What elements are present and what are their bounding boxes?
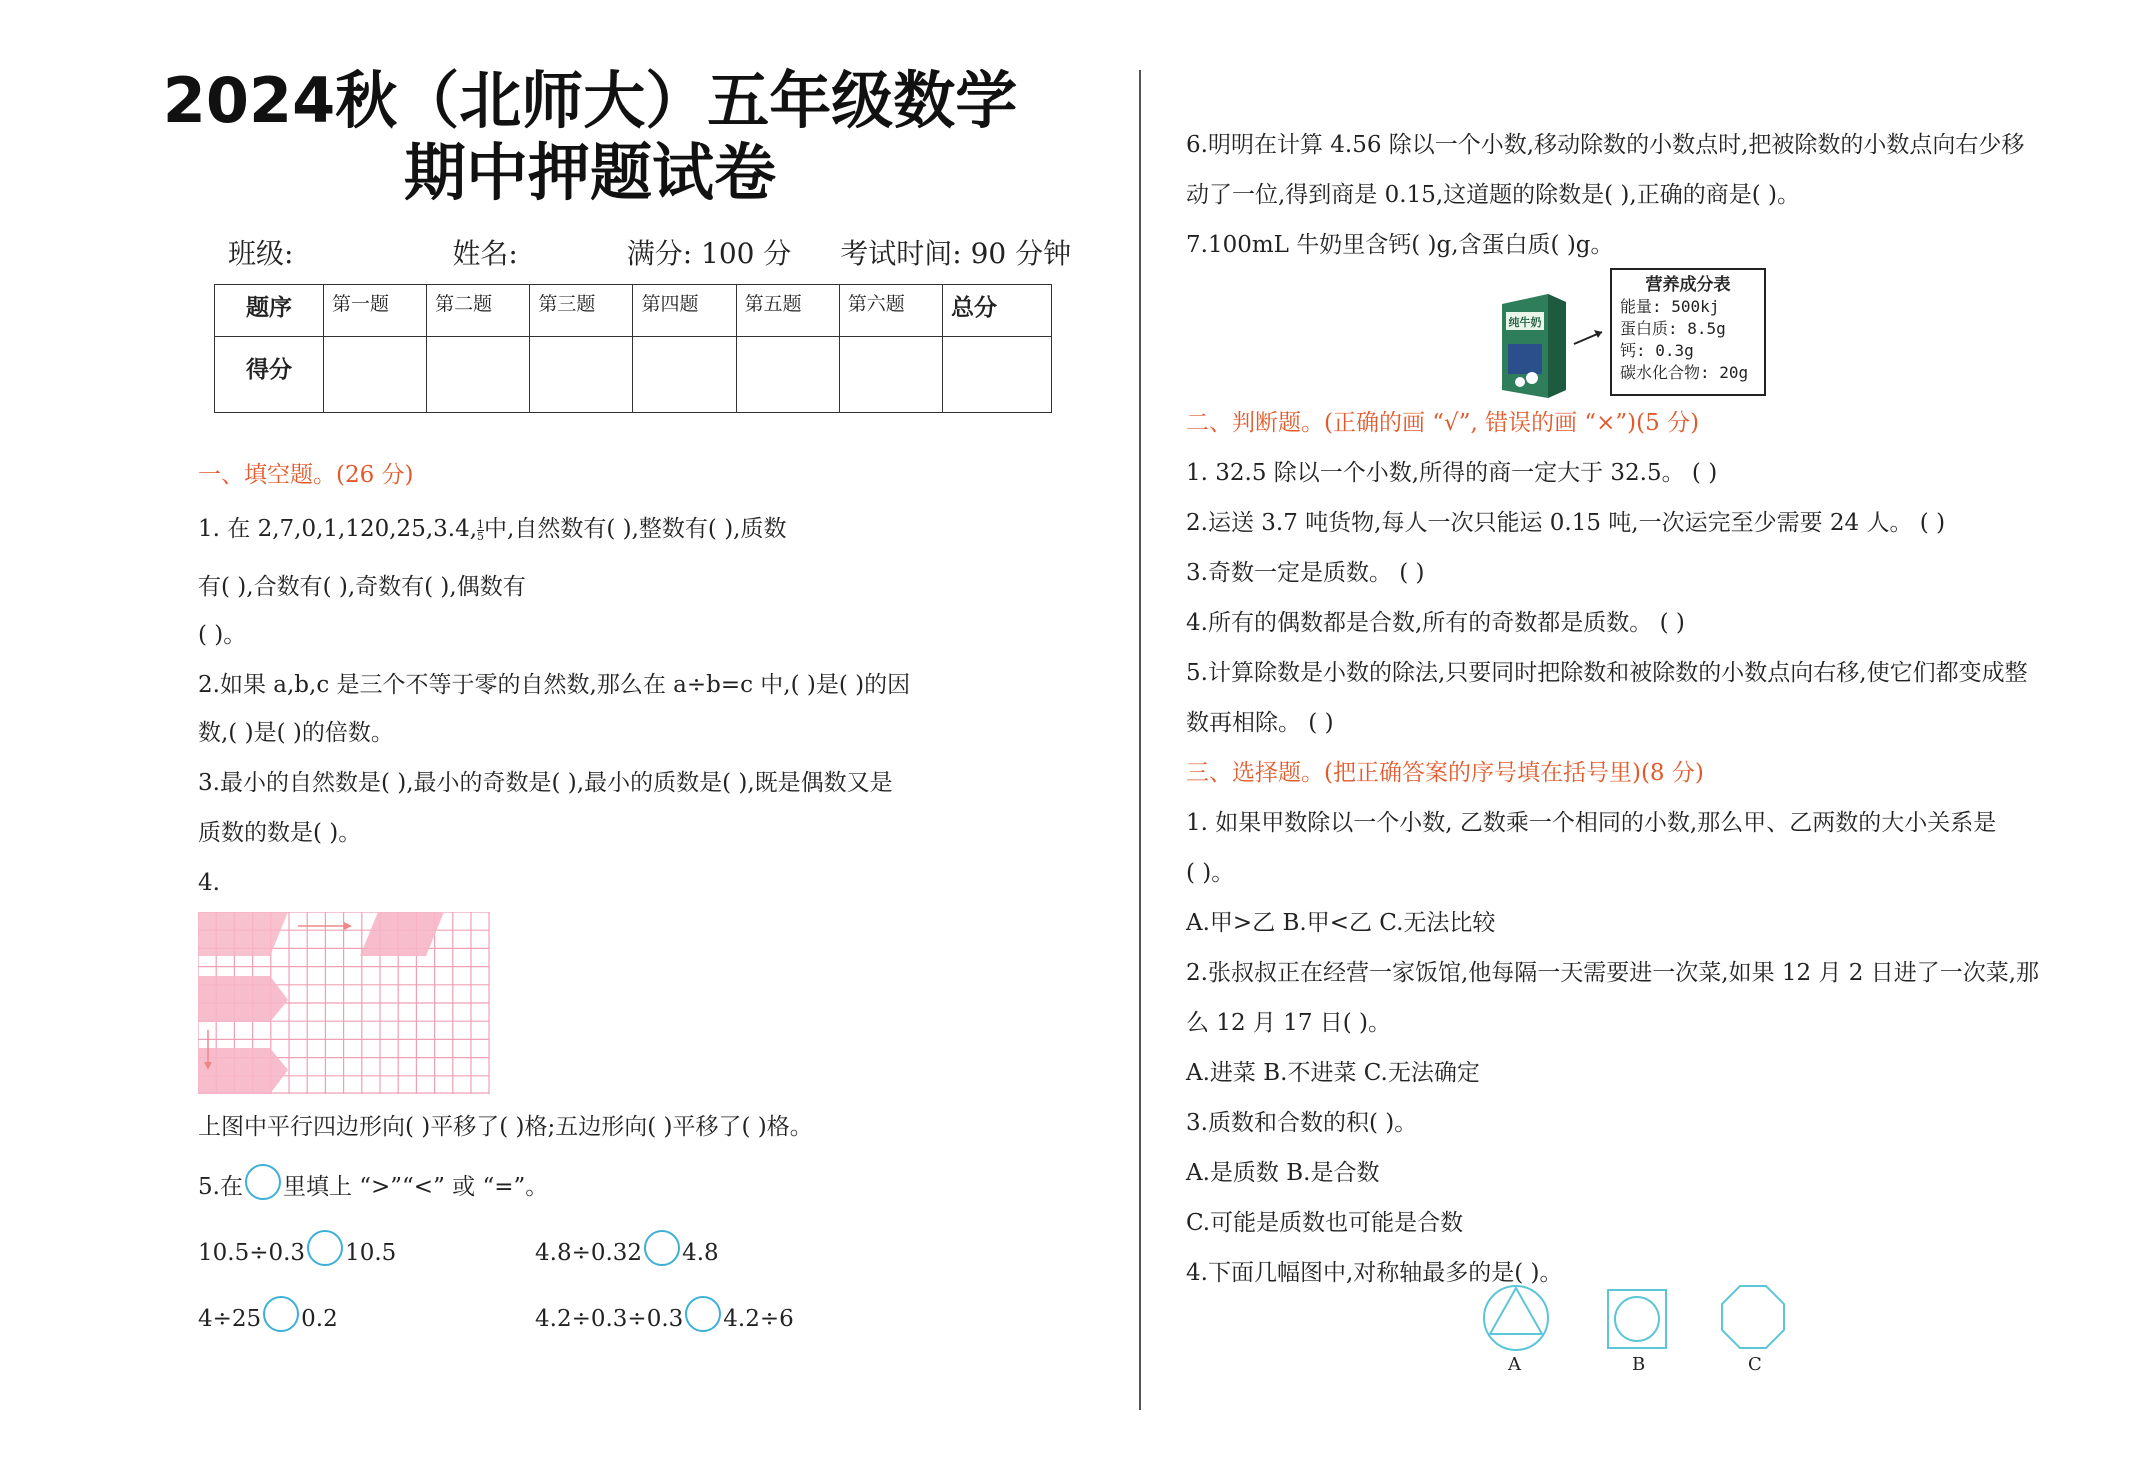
choice-q2-line2: 么 12 月 17 日( )。 [1186,1010,1392,1036]
nutrition-title: 营养成分表 [1645,275,1731,295]
class-label: 班级: [228,237,294,270]
judge-item: 3.奇数一定是质数。 ( ) [1186,560,1425,586]
nutrition-row: 蛋白质: 8.5g [1620,319,1726,338]
exam-title-line1: 2024秋（北师大）五年级数学 [162,64,1018,137]
choice-q1-options: A.甲>乙 B.甲<乙 C.无法比较 [1186,910,1496,936]
fraction-denominator: 5 [477,529,485,543]
q2-line2: 数,( )是( )的倍数。 [198,720,394,746]
milk-carton-image [1496,286,1572,398]
judge-item: 5.计算除数是小数的除法,只要同时把除数和被除数的小数点向右移,使它们都变成整 [1186,660,2028,686]
section1-heading: 一、填空题。(26 分) [198,462,414,488]
score-input-cell[interactable] [736,337,839,413]
pentagon-moved [198,1048,288,1094]
q5-text-b: 里填上 “>”“<” 或 “=”。 [282,1174,549,1200]
exam-time: 考试时间: 90 分钟 [840,237,1072,270]
full-score: 满分: 100 分 [626,237,792,270]
score-input-cell[interactable] [324,337,427,413]
fraction [477,519,484,542]
choice-q2-line1: 2.张叔叔正在经营一家饭馆,他每隔一天需要进一次菜,如果 12 月 2 日进了一次菜,那 [1186,960,2040,986]
carton-label: 纯牛奶 [1508,316,1542,329]
translation-grid-figure [198,912,490,1094]
name-label: 姓名: [452,237,518,270]
choice-q2-options: A.进菜 B.不进菜 C.无法确定 [1186,1060,1480,1086]
circle-triangle-figure [1480,1282,1552,1354]
judge-item: 4.所有的偶数都是合数,所有的奇数都是质数。 ( ) [1186,610,1685,636]
q4-label: 4. [198,870,220,896]
q6-line1: 6.明明在计算 4.56 除以一个小数,移动除数的小数点时,把被除数的小数点向右少移 [1186,132,2025,158]
choice-q1-line1: 1. 如果甲数除以一个小数, 乙数乘一个相同的小数,那么甲、乙两数的大小关系是 [1186,810,1997,836]
compare-circle-icon[interactable] [685,1296,721,1332]
expr-left: 4÷25 [198,1306,262,1332]
q5-item-3 [198,1302,338,1338]
choice-q3-options: A.是质数 B.是合数 [1186,1160,1380,1186]
score-input-cell[interactable] [839,337,942,413]
score-table-cell: 第二题 [427,285,530,337]
choice-q3: 3.质数和合数的积( )。 [1186,1110,1418,1136]
nutrition-row: 钙: 0.3g [1620,341,1694,360]
shape-label-a: A [1508,1354,1521,1375]
score-table-cell: 第六题 [839,285,942,337]
compare-circle-icon[interactable] [263,1296,299,1332]
q5-item-1 [198,1236,396,1272]
exam-meta [228,232,1131,272]
score-input-cell[interactable] [943,337,1052,413]
parallelogram-moved [360,912,444,956]
expr-left: 4.8÷0.32 [535,1240,643,1266]
q1-text-a: 1. 在 2,7,0,1,120,25,3.4, [198,516,478,542]
q1-text-b: 中,自然数有( ),整数有( ),质数 [484,516,787,542]
score-table-cell: 第三题 [530,285,633,337]
arrow-icon [1572,326,1608,348]
q5-instruction [198,1170,548,1206]
shape-label-b: B [1632,1354,1646,1375]
score-table [214,284,1052,413]
q4-text: 上图中平行四边形向( )平移了( )格;五边形向( )平移了( )格。 [198,1114,813,1140]
score-input-cell[interactable] [633,337,736,413]
q3-line2: 质数的数是( )。 [198,820,362,846]
score-table-cell: 第四题 [633,285,736,337]
score-table-cell: 第一题 [324,285,427,337]
q1-line3: ( )。 [198,622,247,648]
q3-line1: 3.最小的自然数是( ),最小的奇数是( ),最小的质数是( ),既是偶数又是 [198,770,893,796]
square-circle-figure [1606,1288,1670,1352]
score-input-cell[interactable] [427,337,530,413]
score-label: 得分 [215,337,324,413]
score-table-cell: 第五题 [736,285,839,337]
nutrition-row: 能量: 500kj [1620,297,1720,316]
section2-heading: 二、判断题。(正确的画 “√”, 错误的画 “×”)(5 分) [1186,410,1700,436]
compare-circle-icon[interactable] [644,1230,680,1266]
parallelogram-original [198,912,288,956]
octagon-figure [1720,1284,1786,1350]
section3-heading: 三、选择题。(把正确答案的序号填在括号里)(8 分) [1186,760,1704,786]
score-input-cell[interactable] [530,337,633,413]
expr-right: 4.8 [682,1240,719,1266]
choice-q3-option-c: C.可能是质数也可能是合数 [1186,1210,1464,1236]
expr-right: 0.2 [301,1306,338,1332]
nutrition-row: 碳水化合物: 20g [1620,363,1749,382]
expr-left: 4.2÷0.3÷0.3 [535,1306,684,1332]
pentagon-original [198,976,288,1022]
nutrition-table [1610,268,1766,396]
column-divider [1139,70,1141,1410]
expr-left: 10.5÷0.3 [198,1240,306,1266]
choice-q4: 4.下面几幅图中,对称轴最多的是( )。 [1186,1260,1563,1286]
score-table-cell: 总分 [943,285,1052,337]
q5-text-a: 5.在 [198,1174,243,1200]
expr-right: 10.5 [345,1240,397,1266]
q1-line2: 有( ),合数有( ),奇数有( ),偶数有 [198,574,526,600]
judge-item: 1. 32.5 除以一个小数,所得的商一定大于 32.5。 ( ) [1186,460,1718,486]
compare-circle-icon [245,1164,281,1200]
q5-item-4 [535,1302,794,1338]
q6-line2: 动了一位,得到商是 0.15,这道题的除数是( ),正确的商是( )。 [1186,182,1800,208]
judge-item: 2.运送 3.7 吨货物,每人一次只能运 0.15 吨,一次运完至少需要 24 人。 ( ) [1186,510,1946,536]
choice-q1-line2: ( )。 [1186,860,1235,886]
expr-right: 4.2÷6 [723,1306,794,1332]
q7: 7.100mL 牛奶里含钙( )g,含蛋白质( )g。 [1186,232,1614,258]
compare-circle-icon[interactable] [307,1230,343,1266]
q5-item-2 [535,1236,719,1272]
score-table-cell: 题序 [215,285,324,337]
shape-label-c: C [1748,1354,1762,1375]
exam-title-line2: 期中押题试卷 [403,136,776,209]
q1-line1 [198,512,786,546]
judge-item-5-line2: 数再相除。 ( ) [1186,710,1334,736]
q2-line1: 2.如果 a,b,c 是三个不等于零的自然数,那么在 a÷b=c 中,( )是( )的因 [198,672,911,698]
fraction-numerator: 1 [477,517,485,531]
